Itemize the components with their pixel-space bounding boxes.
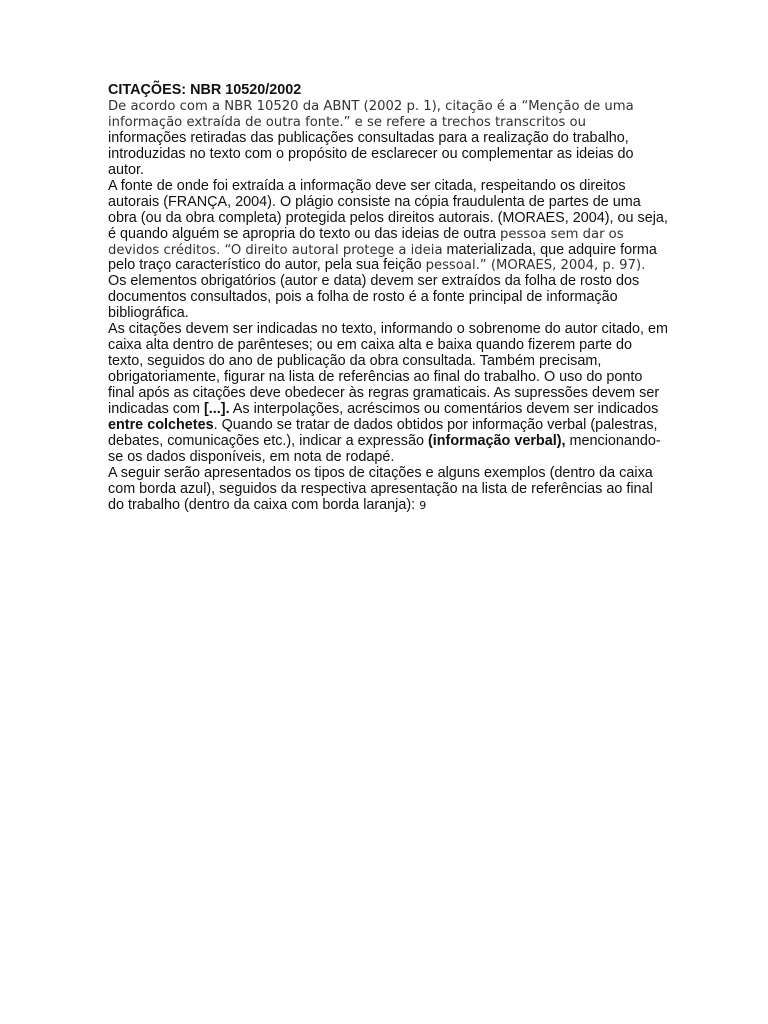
emphasis-entre-colchetes: entre colchetes <box>108 417 214 434</box>
paragraph-next-section-text: A seguir serão apresentados os tipos de citações e alguns exemplos (dentro da caixa com borda azul), seguidos da respectiva apresentação na lista de referências ao final do trabalho (dentro da caixa com borda laranja): <box>108 464 653 513</box>
paragraph-definition-part-1: De acordo com a NBR 10520 da ABNT (2002 p. 1), citação é a “Menção de uma informação extraída de outra fonte.” e se refere a trechos transcritos ou <box>108 98 634 130</box>
paragraph-citation-rules-part-4: mencionando-se os dados disponíveis, em nota de rodapé. <box>108 432 661 465</box>
paragraph-copyright-part-2: pessoa sem dar os devidos créditos. “O direito autoral protege a ideia <box>108 226 624 258</box>
paragraph-next-section <box>108 466 668 514</box>
document-body <box>108 83 668 514</box>
page-number: 9 <box>419 498 427 512</box>
emphasis-informacao-verbal: (informação verbal), <box>427 432 566 449</box>
paragraph-copyright-part-1: A fonte de onde foi extraída a informação deve ser citada, respeitando os direitos autorais (FRANÇA, 2004). O plágio consiste na cópia fraudulenta de partes de uma obra (ou da obra completa) protegida pelos direitos autorais. (MORAES, 2004), ou seja, é quando alguém se apropria do texto ou das ideias de outra <box>108 177 668 242</box>
document-title: CITAÇÕES: NBR 10520/2002 <box>108 82 302 98</box>
paragraph-citation-rules-part-1: As citações devem ser indicadas no texto, informando o sobrenome do autor citado, em caixa alta dentro de parênteses; ou em caixa alta e baixa quando fizerem parte do texto, seguidos do ano de publicação da obra consultada. Também precisam, obrigatoriamente, figurar na lista de referências ao final do trabalho. O uso do ponto final após as citações deve obedecer às regras gramaticais. As supressões devem ser indicadas com <box>108 321 668 418</box>
paragraph-citation-rules <box>108 322 668 466</box>
paragraph-citation-rules-part-2: As interpolações, acréscimos ou comentários devem ser indicados <box>229 401 659 418</box>
paragraph-copyright-part-3: materializada, que adquire forma pelo traço característico do autor, pela sua feição <box>108 241 657 274</box>
suppression-marker: [...]. <box>204 401 230 418</box>
paragraph-citation-rules-part-3: . Quando se tratar de dados obtidos por informação verbal (palestras, debates, comunicações etc.), indicar a expressão <box>108 417 658 449</box>
paragraph-definition <box>108 99 668 179</box>
paragraph-copyright <box>108 179 668 275</box>
paragraph-mandatory-elements: Os elementos obrigatórios (autor e data) devem ser extraídos da folha de rosto dos documentos consultados, pois a folha de rosto é a fonte principal de informação bibliográfica. <box>108 273 640 322</box>
paragraph-copyright-part-4: pessoal.” (MORAES, 2004, p. 97). <box>425 258 646 274</box>
paragraph-definition-part-2: informações retiradas das publicações consultadas para a realização do trabalho, introduzidas no texto com o propósito de esclarecer ou complementar as ideias do autor. <box>108 129 634 178</box>
